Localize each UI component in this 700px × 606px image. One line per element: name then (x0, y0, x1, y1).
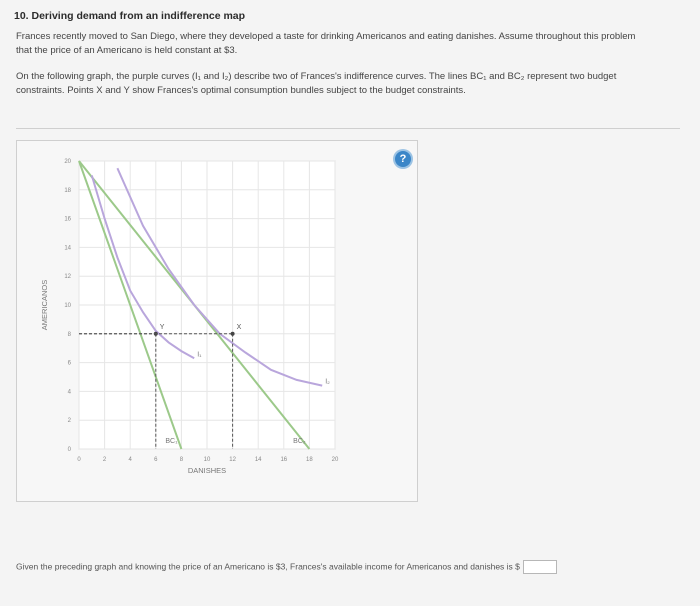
x-tick-label-10: 10 (203, 457, 211, 463)
x-tick-label-8: 8 (179, 457, 184, 463)
question-title: 10. Deriving demand from an indifference map (14, 10, 246, 22)
point-x (231, 332, 235, 336)
point-label-y: Y (159, 323, 165, 331)
graph-description (16, 70, 676, 98)
indifference-curve-label-2: I₂ (325, 378, 330, 386)
y-tick-label-18: 18 (64, 187, 71, 194)
x-tick-label-6: 6 (154, 457, 158, 463)
indifference-chart (17, 141, 417, 501)
x-tick-label-16: 16 (280, 457, 288, 463)
y-tick-label-4: 4 (67, 389, 71, 396)
x-tick-label-14: 14 (254, 457, 262, 463)
x-tick-label-0: 0 (77, 457, 81, 463)
budget-line-label-1: BC₁ (165, 438, 178, 445)
y-tick-label-6: 6 (67, 360, 71, 367)
x-tick-label-18: 18 (306, 457, 313, 463)
y-tick-label-16: 16 (64, 216, 71, 223)
graph-description-line-2: constraints. Points X and Y show Frances's optimal consumption bundles subject to the budget constraints. (16, 85, 466, 96)
y-tick-label-14: 14 (64, 245, 71, 252)
y-axis-label: AMERICANOS (40, 279, 49, 331)
x-tick-label-2: 2 (102, 457, 107, 463)
y-tick-label-20: 20 (64, 159, 71, 165)
help-icon[interactable]: ? (395, 151, 411, 167)
y-tick-label-2: 2 (67, 418, 71, 425)
answer-row (16, 560, 696, 574)
y-tick-label-0: 0 (67, 447, 71, 453)
y-tick-label-10: 10 (64, 303, 71, 309)
income-answer-input[interactable] (523, 560, 557, 574)
y-tick-label-12: 12 (64, 274, 71, 281)
graph-description-line-1: On the following graph, the purple curves (I₁ and I₂) describe two of Frances's indifference curves. The lines BC₁ and BC₂ represent two budget (16, 71, 617, 82)
x-tick-label-12: 12 (229, 457, 236, 463)
intro-line-1: Frances recently moved to San Diego, where they developed a taste for drinking Americanos and eating danishes. Assume throughout this problem (16, 31, 636, 42)
intro-paragraph (16, 30, 676, 58)
point-label-x: X (236, 323, 242, 331)
x-axis-label: DANISHES (187, 466, 227, 475)
indifference-curve-label-1: I₁ (197, 351, 202, 359)
x-tick-label-20: 20 (331, 457, 339, 463)
section-divider (16, 128, 680, 129)
intro-line-2: that the price of an Americano is held constant at $3. (16, 45, 238, 56)
budget-line-label-2: BC₂ (293, 438, 306, 445)
x-tick-label-4: 4 (128, 457, 132, 463)
answer-prompt: Given the preceding graph and knowing the price of an Americano is $3, Frances's available income for Americanos and danishes is $ (16, 561, 520, 572)
graph-panel (16, 140, 418, 502)
y-tick-label-8: 8 (67, 331, 71, 338)
